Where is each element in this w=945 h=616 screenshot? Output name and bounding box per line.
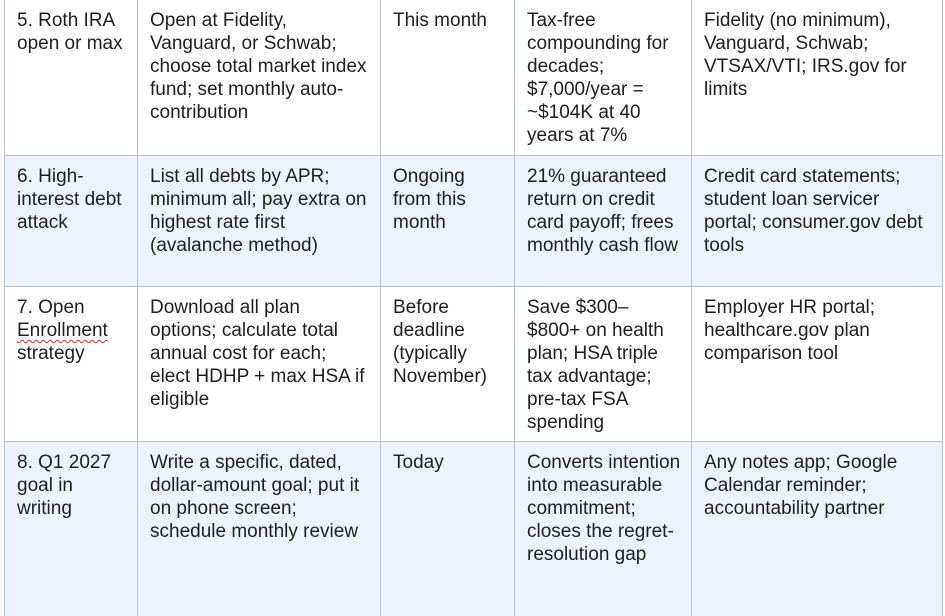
action-cell: Open at Fidelity, Vanguard, or Schwab; choose total market index fund; set monthly auto-contribution: [138, 0, 381, 156]
spellcheck-flagged-word[interactable]: Enrollment: [17, 320, 108, 341]
impact-cell: Tax-free compounding for decades; $7,000/year = ~$104K at 40 years at 7%: [515, 0, 692, 156]
timing-cell: Before deadline (typically November): [381, 287, 515, 442]
step-cell: 6. High-interest debt attack: [5, 156, 138, 287]
step-cell: 5. Roth IRA open or max: [5, 0, 138, 156]
impact-cell: 21% guaranteed return on credit card payoff; frees monthly cash flow: [515, 156, 692, 287]
action-cell: Download all plan options; calculate total annual cost for each; elect HDHP + max HSA if eligible: [138, 287, 381, 442]
resources-cell: Any notes app; Google Calendar reminder; accountability partner: [692, 442, 943, 616]
resources-cell: Employer HR portal; healthcare.gov plan comparison tool: [692, 287, 943, 442]
table-row: [5, 0, 943, 156]
table-row: [5, 287, 943, 442]
resources-cell: Credit card statements; student loan servicer portal; consumer.gov debt tools: [692, 156, 943, 287]
timing-cell: Ongoing from this month: [381, 156, 515, 287]
action-cell: List all debts by APR; minimum all; pay extra on highest rate first (avalanche method): [138, 156, 381, 287]
timing-cell: Today: [381, 442, 515, 616]
step-cell: 8. Q1 2027 goal in writing: [5, 442, 138, 616]
impact-cell: Converts intention into measurable commitment; closes the regret-resolution gap: [515, 442, 692, 616]
action-cell: Write a specific, dated, dollar-amount goal; put it on phone screen; schedule monthly review: [138, 442, 381, 616]
step-cell: 7. Open Enrollment strategy: [5, 287, 138, 442]
timing-cell: This month: [381, 0, 515, 156]
table-row: [5, 442, 943, 616]
impact-cell: Save $300–$800+ on health plan; HSA triple tax advantage; pre-tax FSA spending: [515, 287, 692, 442]
action-plan-table: [4, 0, 943, 616]
table-row: [5, 156, 943, 287]
resources-cell: Fidelity (no minimum), Vanguard, Schwab; VTSAX/VTI; IRS.gov for limits: [692, 0, 943, 156]
